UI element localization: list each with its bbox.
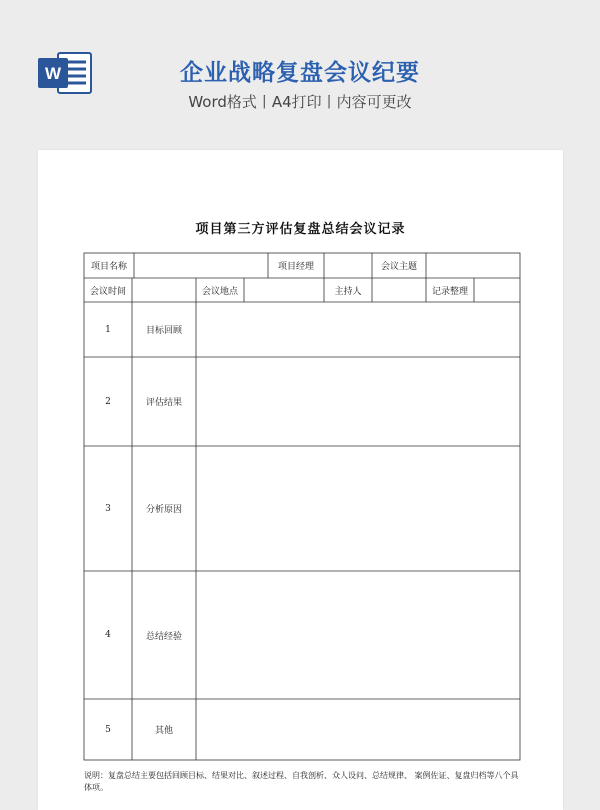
section-content-field[interactable]: [196, 699, 520, 760]
meeting-topic-label: 会议主题: [380, 262, 417, 272]
section-number: 1: [105, 324, 111, 335]
meeting-topic-field[interactable]: [426, 253, 520, 278]
section-label-other: 其他: [154, 726, 173, 736]
document-title: 项目第三方评估复盘总结会议记录: [195, 222, 406, 237]
section-content-field[interactable]: [196, 302, 520, 357]
section-label-target-review: 目标回顾: [145, 326, 182, 336]
recorder-label: 记录整理: [431, 286, 468, 297]
section-content-field[interactable]: [196, 446, 520, 571]
project-manager-field[interactable]: [324, 253, 372, 278]
host-label: 主持人: [334, 286, 362, 297]
page-header: [0, 0, 600, 150]
meeting-place-field[interactable]: [244, 278, 324, 302]
svg-text:W: W: [44, 64, 62, 83]
section-label-evaluation-result: 评估结果: [145, 398, 182, 408]
section-number: 2: [105, 396, 111, 407]
project-manager-label: 项目经理: [277, 262, 314, 272]
section-content-field[interactable]: [196, 357, 520, 446]
section-number: 5: [105, 724, 111, 735]
meeting-time-label: 会议时间: [89, 286, 126, 297]
section-number: 4: [105, 630, 111, 640]
page-subtitle: Word格式丨A4打印丨内容可更改: [188, 93, 412, 111]
project-name-field[interactable]: [134, 253, 268, 278]
recorder-field[interactable]: [474, 278, 520, 302]
section-number: 3: [105, 503, 111, 514]
section-content-field[interactable]: [196, 571, 520, 699]
document-note: 说明：复盘总结主要包括回顾目标、结果对比、叙述过程、自我剖析、众人设问、总结规律、 案例佐证、复盘归档等八个具体项。: [84, 771, 519, 792]
section-label-cause-analysis: 分析原因: [145, 505, 182, 515]
meeting-place-label: 会议地点: [201, 286, 238, 297]
document-page: [38, 150, 563, 810]
host-field[interactable]: [372, 278, 426, 302]
section-label-lessons-learned: 总结经验: [145, 631, 182, 642]
meeting-time-field[interactable]: [132, 278, 196, 302]
project-name-label: 项目名称: [90, 262, 127, 272]
page-title: 企业战略复盘会议纪要: [180, 60, 420, 86]
